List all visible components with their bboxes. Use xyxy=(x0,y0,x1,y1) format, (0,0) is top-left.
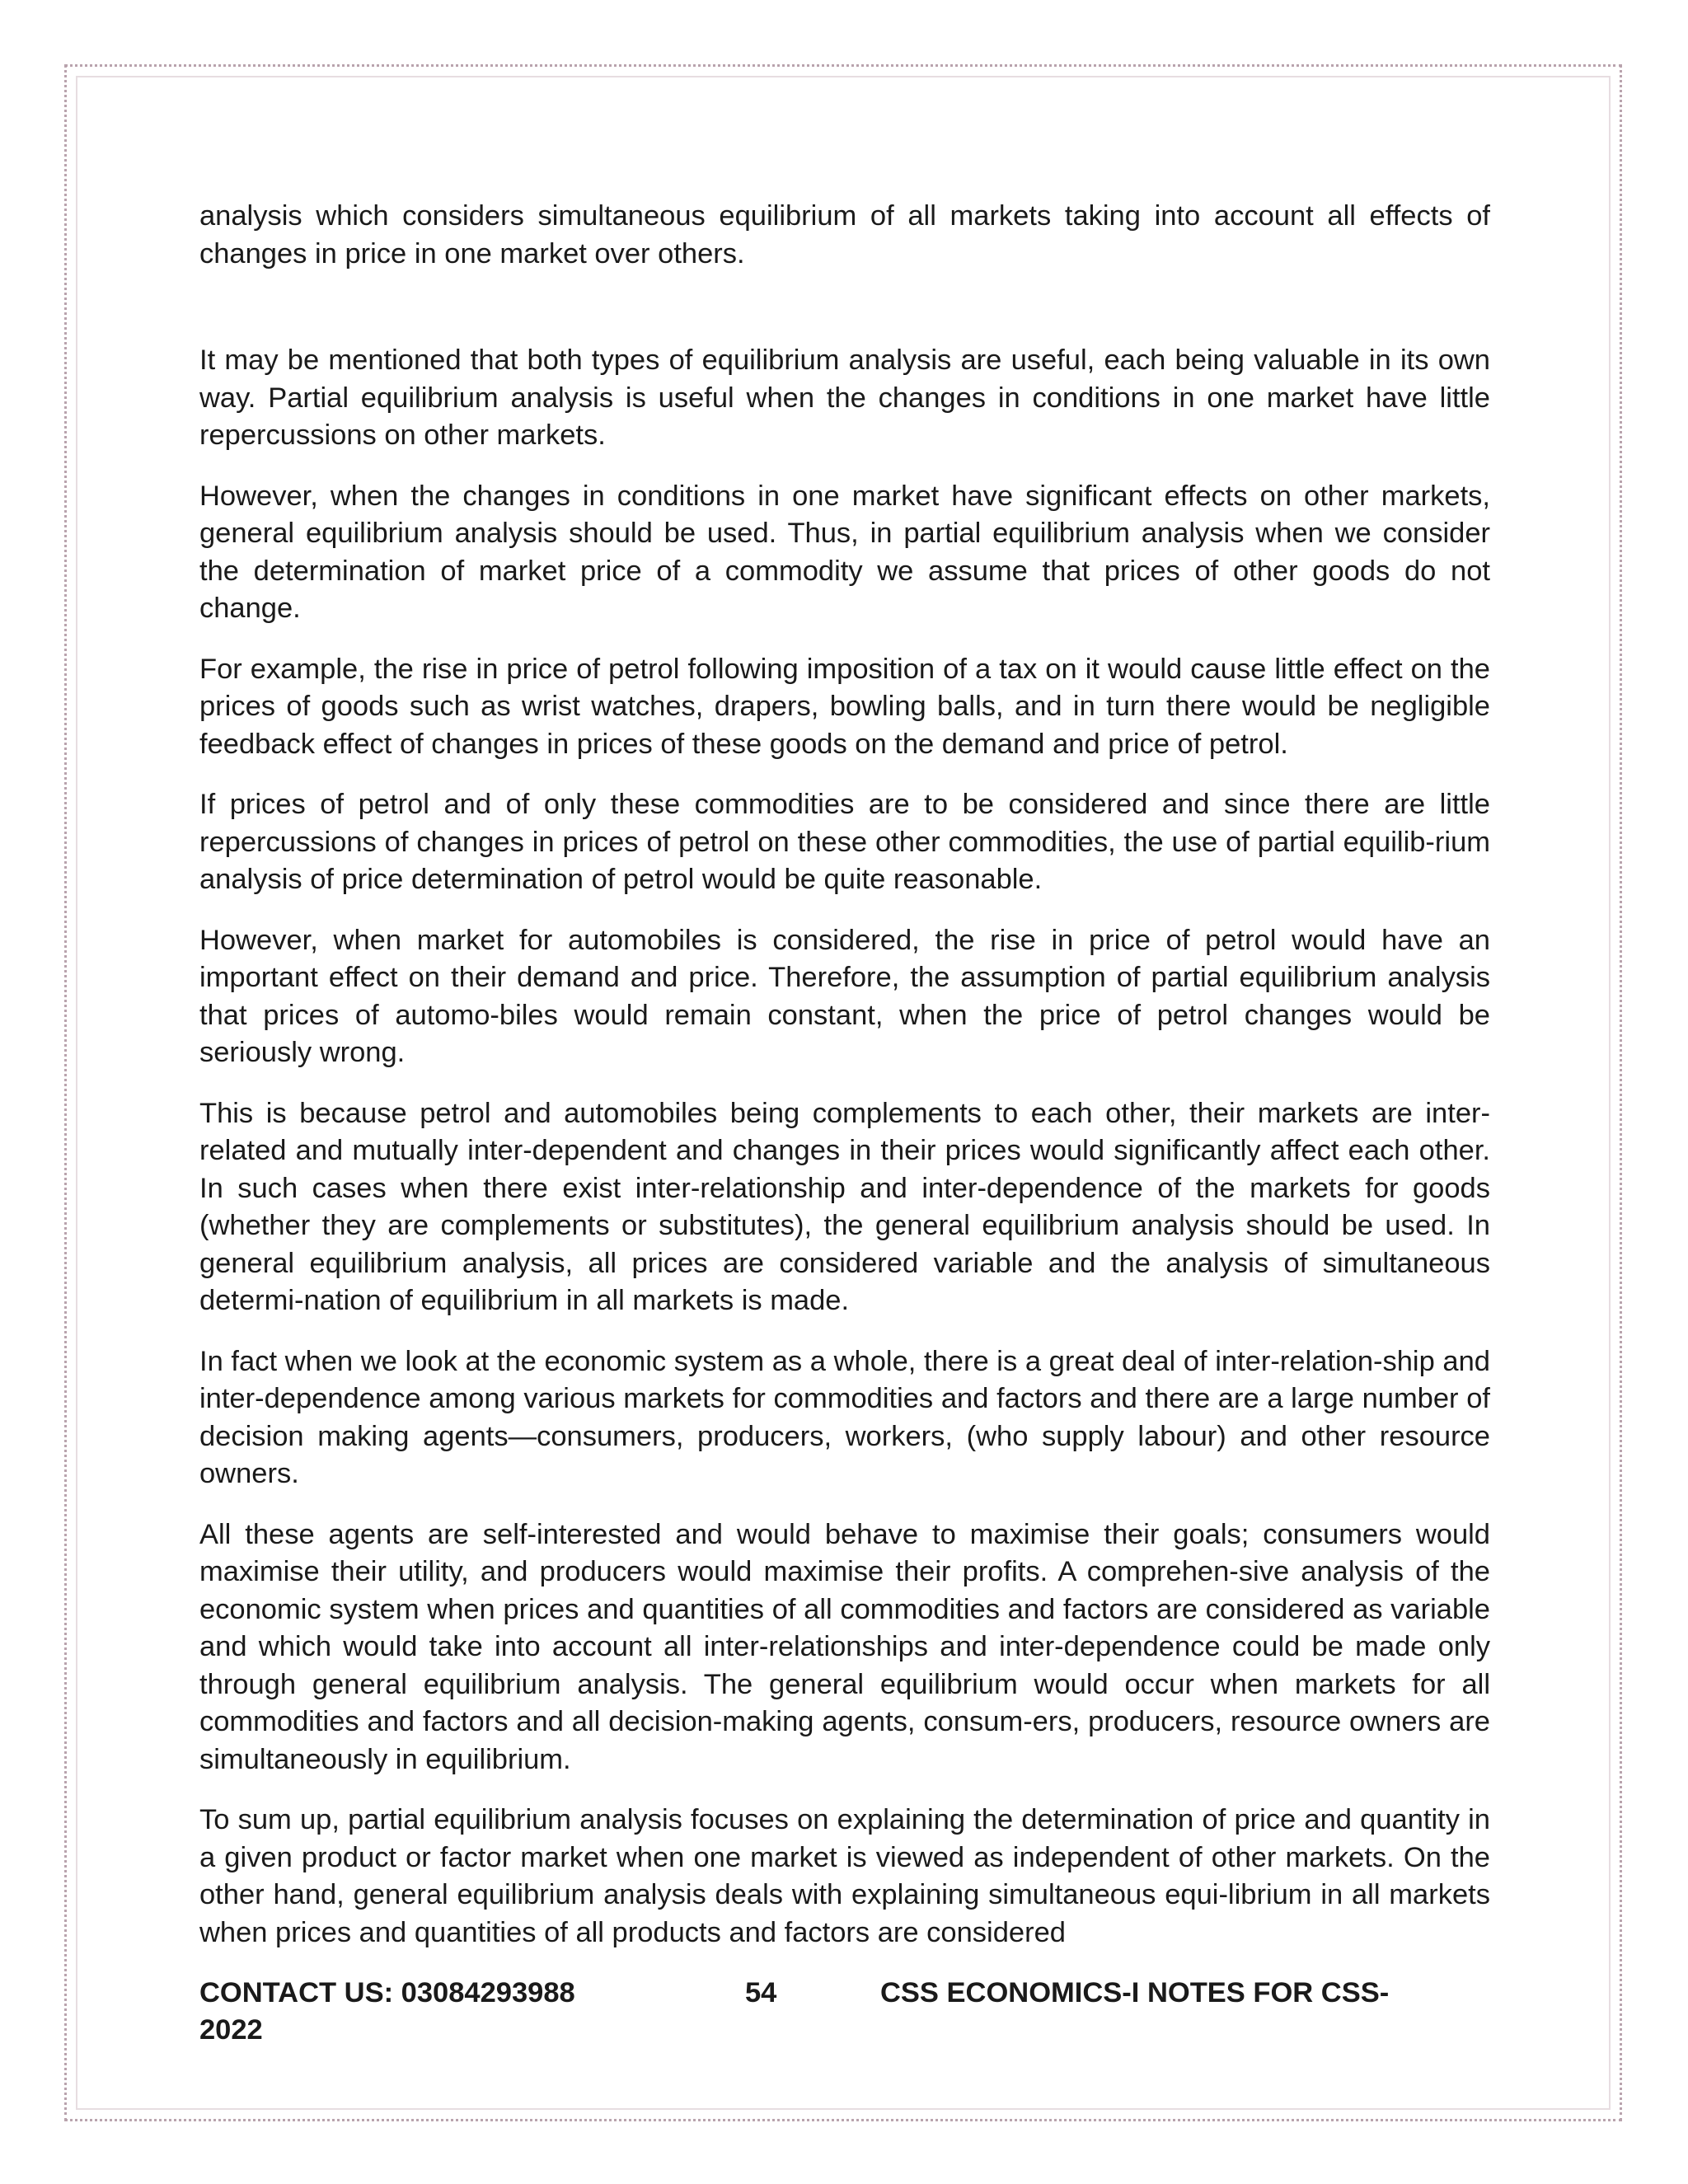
paragraph-10: To sum up, partial equilibrium analysis focuses on explaining the determination of price and quantity in a given product or factor market when one market is viewed as independent of other markets. On the other hand, general equilibrium analysis deals with explaining simultaneous equi-librium in all markets when prices and quantities of all products and factors are considered xyxy=(199,1804,1490,1948)
paragraph-1: analysis which considers simultaneous equilibrium of all markets taking into account all effects of changes in price in one market over others. xyxy=(199,200,1490,269)
paragraph-9: All these agents are self-interested and would behave to maximise their goals; consumers would maximise their utility, and producers would maximise their profits. A comprehen-sive analysis of the economic system when prices and quantities of all commodities and factors are considered as variable and which would take into account all inter-relationships and inter-dependence could be made only through general equilibrium analysis. The general equilibrium would occur when markets for all commodities and factors and all decision-making agents, consum-ers, producers, resource owners are simultaneously in equilibrium. xyxy=(199,1518,1490,1775)
paragraph-2: It may be mentioned that both types of equilibrium analysis are useful, each being valuable in its own way. Partial equilibrium analysis is useful when the changes in conditions in one market have little repercussions on other markets. xyxy=(199,344,1490,451)
paragraph-3: However, when the changes in conditions in one market have significant effects on other markets, general equilibrium analysis should be used. Thus, in partial equilibrium analysis when we consider the determination of market price of a commodity we assume that prices of other goods do not change. xyxy=(199,480,1490,624)
paragraph-5: If prices of petrol and of only these commodities are to be considered and since there are little repercussions of changes in prices of petrol on these other commodities, the use of partial equilib-rium analysis of price determination of petrol would be quite reasonable. xyxy=(199,789,1490,895)
paragraph-7: This is because petrol and automobiles being complements to each other, their markets are inter-related and mutually inter-dependent and changes in their prices would significantly affect each other. In such cases when there exist inter-relationship and inter-dependence of the markets for goods (whether they are complements or substitutes), the general equilibrium analysis should be used. In general equilibrium analysis, all prices are considered variable and the analysis of simultaneous determi-nation of equilibrium in all markets is made. xyxy=(199,1097,1490,1316)
footer-contact: CONTACT US: 03084293988 xyxy=(199,1977,575,2008)
paragraph-4: For example, the rise in price of petrol following imposition of a tax on it would cause little effect on the prices of goods such as wrist watches, drapers, bowling balls, and in turn there would be negligible feedback effect of changes in prices of these goods on the demand and price of petrol. xyxy=(199,653,1490,760)
paragraph-8: In fact when we look at the economic system as a whole, there is a great deal of inter-relation-ship and inter-dependence among various markets for commodities and factors and there are a large number of decision making agents—consumers, producers, workers, (who supply labour) and other resource owners. xyxy=(199,1345,1490,1489)
paragraph-6: However, when market for automobiles is considered, the rise in price of petrol would have an important effect on their demand and price. Therefore, the assumption of partial equilibrium analysis that prices of automo-biles would remain constant, when the price of petrol changes would be seriously wrong. xyxy=(199,924,1490,1068)
footer-title: CSS ECONOMICS-I NOTES FOR CSS- xyxy=(880,1977,1390,2008)
document-body xyxy=(199,198,1490,1975)
footer-year: 2022 xyxy=(199,2014,263,2046)
footer-page-number: 54 xyxy=(745,1977,777,2008)
